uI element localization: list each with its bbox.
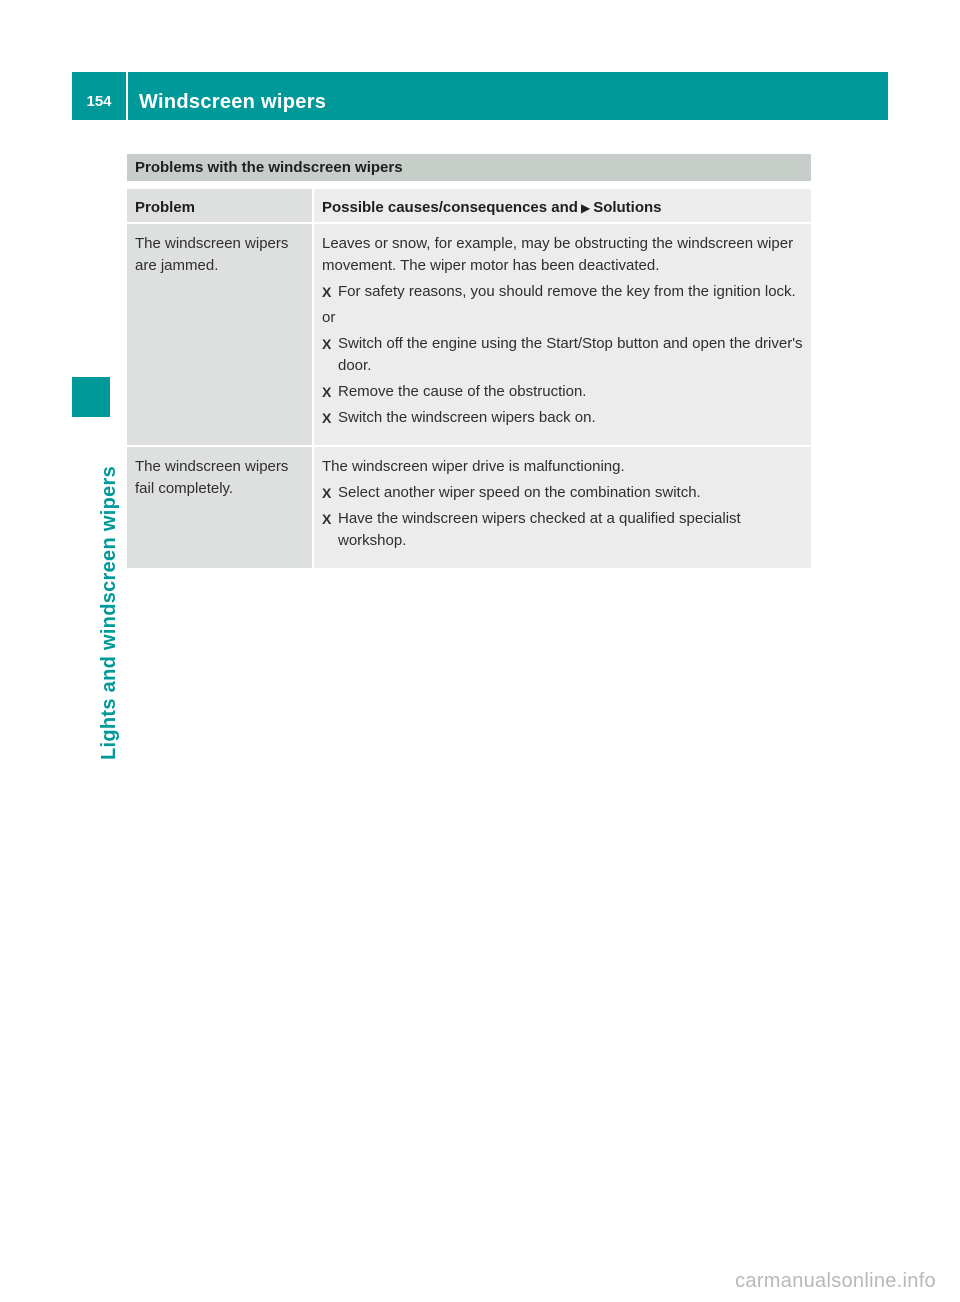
step-marker-icon: X (322, 511, 332, 527)
chapter-side-label: Lights and windscreen wipers (98, 465, 120, 760)
step-text: Remove the cause of the obstruction. (338, 383, 587, 400)
cause-text: Leaves or snow, for example, may be obstructing the windscreen wiper movement. The wiper motor has been deactivated. (322, 235, 794, 274)
step-text: Select another wiper speed on the combination switch. (338, 484, 701, 501)
column-header-solutions-prefix: Possible causes/consequences and (322, 199, 578, 216)
step-marker-icon: X (322, 485, 332, 501)
solution-step (322, 333, 805, 377)
solution-step (322, 508, 805, 552)
page-number: 154 (86, 93, 112, 110)
solution-step (322, 482, 805, 504)
solution-cell (313, 447, 811, 568)
column-header-problem: Problem (127, 189, 313, 222)
step-text: For safety reasons, you should remove the key from the ignition lock. (338, 283, 796, 300)
table-title: Problems with the windscreen wipers (127, 154, 811, 181)
step-marker-icon: X (322, 384, 332, 400)
table-header-row (127, 189, 811, 222)
step-marker-icon: X (322, 284, 332, 300)
step-marker-icon: X (322, 410, 332, 426)
arrow-right-icon: ▶ (580, 201, 591, 215)
solution-step (322, 407, 805, 429)
table-row (127, 224, 811, 445)
step-text: Switch the windscreen wipers back on. (338, 409, 596, 426)
solution-step (322, 381, 805, 403)
page-header (72, 72, 888, 120)
problem-cell: The windscreen wipers are jammed. (127, 224, 313, 445)
solution-cell (313, 224, 811, 445)
cause-text: The windscreen wiper drive is malfunctioning. (322, 458, 625, 475)
step-text: Have the windscreen wipers checked at a qualified specialist workshop. (338, 510, 741, 549)
solution-step (322, 281, 805, 303)
table-row (127, 447, 811, 568)
problems-table (127, 189, 811, 568)
problem-cell: The windscreen wipers fail completely. (127, 447, 313, 568)
column-header-solutions-suffix: Solutions (593, 199, 662, 216)
header-divider (126, 72, 128, 120)
section-title: Windscreen wipers (139, 91, 327, 113)
watermark: carmanualsonline.info (735, 1270, 936, 1292)
problems-table-section (127, 154, 811, 568)
column-header-solutions (313, 189, 811, 222)
step-text: Switch off the engine using the Start/Stop button and open the driver's door. (338, 335, 803, 374)
chapter-tab-marker (72, 377, 110, 417)
or-separator: or (322, 309, 336, 326)
step-marker-icon: X (322, 336, 332, 352)
